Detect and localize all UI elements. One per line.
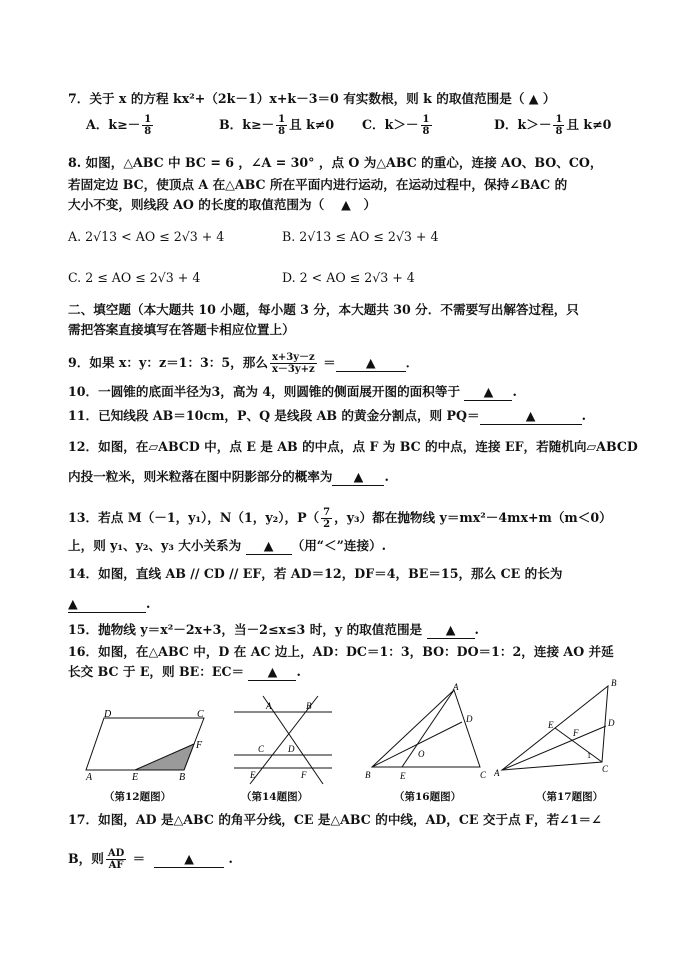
label-d: D [466, 714, 473, 724]
q13-line-1: 13．若点 M（－1，y₁），N（1，y₂），P（ $\frac{7}{2}$ ，y₃）都在抛物线 y＝mx²－4mx+m（m＜0） [68, 507, 612, 530]
figure-12-parallelogram [84, 708, 214, 784]
q7-option-d: D．k＞－ $\frac{1}{8}$ 且 k≠0 [494, 114, 612, 137]
label-e: E [548, 720, 554, 730]
label-f: F [573, 728, 579, 738]
q11: 11．已知线段 AB＝10cm，P、Q 是线段 AB 的黄金分割点，则 PQ＝ ▲ . [68, 408, 586, 423]
q8-line-1: 8. 如图，△ABC 中 BC = 6 ，∠A = 30° ，点 O 为△ABC 的重心，连接 AO、BO、CO， [68, 155, 603, 170]
q8-option-b: B. 2√13 ≤ AO ≤ 2√3 + 4 [282, 229, 439, 244]
label-angle-1: 1 [587, 751, 591, 760]
q10: 10．一圆锥的底面半径为3，高为 4，则圆锥的侧面展开图的面积等于 ▲ . [68, 384, 517, 399]
label-f: F [301, 770, 307, 780]
q14-line-2: ▲ . [68, 596, 151, 611]
figure-16-caption: （第16题图） [394, 791, 462, 803]
q16-line-1: 16．如图，在△ABC 中，D 在 AC 边上，AD：DC＝1：3，BO：DO＝1：2，连接 AO 并延 [68, 644, 614, 659]
q16-answer-blank: ▲ [248, 664, 296, 681]
figure-12-caption: （第12题图） [104, 791, 172, 803]
label-b: B [306, 701, 312, 711]
label-e: E [400, 771, 406, 781]
q8-option-c: C. 2 ≤ AO ≤ 2√3 + 4 [68, 270, 201, 285]
section2-heading-line-2: 需把答案直接填写在答题卡相应位置上） [68, 322, 295, 337]
label-a: A [86, 772, 93, 783]
q12-answer-blank: ▲ [332, 469, 384, 486]
q13-line-2: 上，则 y₁、y₂、y₃ 大小关系为 ▲ （用“＜”连接）. [68, 538, 387, 553]
label-d: D [608, 718, 615, 728]
q17-line-1: 17．如图，AD 是△ABC 的角平分线，CE 是△ABC 的中线，AD，CE 交于点 F，若∠1＝∠ [68, 812, 602, 827]
q14-answer-blank: ▲ [68, 596, 146, 613]
label-e: E [250, 770, 256, 780]
figure-16-triangle [362, 682, 490, 784]
q8-option-d: D. 2 < AO ≤ 2√3 + 4 [282, 270, 415, 285]
label-f: F [196, 740, 203, 751]
label-a: A [494, 768, 500, 778]
q14-line-1: 14．如图，直线 AB // CD // EF，若 AD＝12，DF＝4，BE＝15，那么 CE 的长为 [68, 566, 563, 581]
label-b: B [611, 678, 617, 688]
q9: 9．如果 x：y：z＝1：3：5，那么 $\frac{x+3y-z}{x-3y+z}$ ＝ ▲ ． [68, 352, 419, 375]
q12-line-2: 内投一粒米，则米粒落在图中阴影部分的概率为 ▲ . [68, 469, 389, 484]
label-d: D [104, 709, 112, 720]
q13-answer-blank: ▲ [246, 538, 292, 555]
label-c: C [480, 770, 487, 780]
label-c: C [197, 709, 204, 720]
section2-heading-line-1: 二、填空题（本大题共 10 小题，每小题 3 分，本大题共 30 分．不需要写出解答过程，只 [68, 302, 579, 317]
label-b: B [365, 770, 371, 780]
q7-stem: 7．关于 x 的方程 kx²+（2k－1）x+k－3＝0 有实数根，则 k 的取值范围是（ ▲ ） [68, 91, 556, 106]
q15: 15．抛物线 y＝x²－2x+3，当－2≤x≤3 时，y 的取值范围是 ▲ . [68, 622, 479, 637]
q8-option-a: A. 2√13 < AO ≤ 2√3 + 4 [68, 229, 225, 244]
label-d: D [288, 744, 295, 754]
label-a: A [266, 701, 272, 711]
label-e: E [132, 772, 139, 783]
q17-line-2: B，则 $\frac{AD}{AF}$ ＝ ▲ . [68, 848, 233, 871]
figure-14-caption: （第14题图） [241, 791, 309, 803]
q15-answer-blank: ▲ [427, 622, 475, 639]
figure-14-parallel-lines [228, 694, 338, 786]
q7-option-a: A．k≥－ $\frac{1}{8}$ [86, 114, 152, 137]
q10-answer-blank: ▲ [464, 384, 512, 401]
q11-answer-blank: ▲ [480, 408, 582, 425]
q9-answer-blank: ▲ [336, 355, 406, 372]
label-c: C [258, 744, 265, 754]
q7-option-c: C．k＞－ $\frac{1}{8}$ [362, 114, 430, 137]
q12-line-1: 12．如图，在▱ABCD 中，点 E 是 AB 的中点，点 F 为 BC 的中点，连接 EF，若随机向▱ABCD [68, 439, 638, 454]
label-b: B [179, 772, 186, 783]
q16-line-2: 长交 BC 于 E，则 BE：EC＝ ▲ . [68, 664, 301, 679]
figure-17-triangle [494, 674, 624, 782]
q17-answer-blank: ▲ [154, 851, 224, 868]
shaded-triangle-ebf [135, 744, 194, 770]
q8-line-2: 若固定边 BC，使顶点 A 在△ABC 所在平面内进行运动，在运动过程中，保持∠BAC 的 [68, 177, 568, 192]
q8-line-3: 大小不变，则线段 AO 的长度的取值范围为（ ▲ ） [68, 197, 377, 212]
label-a: A [453, 682, 459, 692]
figure-17-caption: （第17题图） [536, 791, 604, 803]
label-o: O [418, 749, 425, 759]
q7-option-b: B．k≥－ $\frac{1}{8}$ 且 k≠0 [219, 114, 335, 137]
label-c: C [602, 764, 609, 774]
